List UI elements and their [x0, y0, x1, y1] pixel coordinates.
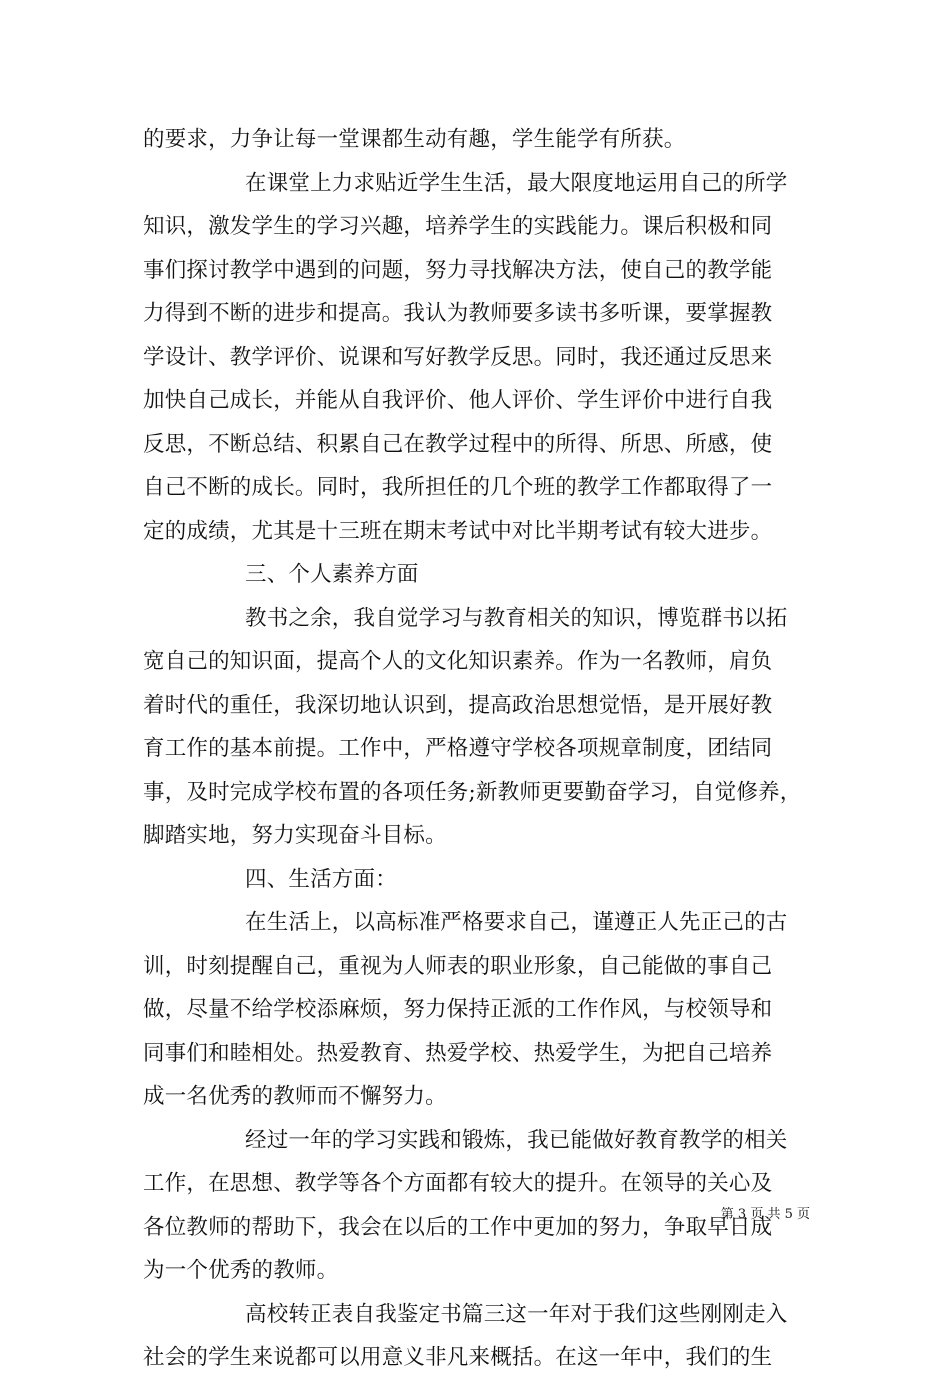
text-line: 自己不断的成长。同时，我所担任的几个班的教学工作都取得了一 [143, 475, 773, 500]
text-line: 宽自己的知识面，提高个人的文化知识素养。作为一名教师，肩负 [143, 649, 773, 674]
text-line: 的要求，力争让每一堂课都生动有趣，学生能学有所获。 [143, 127, 686, 152]
text-line: 社会的学生来说都可以用意义非凡来概括。在这一年中，我们的生 [143, 1345, 773, 1370]
text-line: 做，尽量不给学校添麻烦，努力保持正派的工作作风，与校领导和 [143, 997, 773, 1022]
text-line: 经过一年的学习实践和锻炼，我已能做好教育教学的相关 [245, 1127, 788, 1153]
text-line: 四、生活方面： [245, 866, 397, 892]
text-line: 加快自己成长，并能从自我评价、他人评价、学生评价中进行自我 [143, 388, 773, 413]
page-footer: 第 3 页 共 5 页 [720, 1207, 810, 1222]
text-line: 学设计、教学评价、说课和写好教学反思。同时，我还通过反思来 [143, 344, 773, 370]
text-line: 为一个优秀的教师。 [143, 1258, 339, 1283]
text-line: 三、个人素养方面 [245, 562, 419, 587]
text-line: 力得到不断的进步和提高。我认为教师要多读书多听课，要掌握教 [143, 301, 773, 326]
text-line: 在生活上，以高标准严格要求自己，谨遵正人先正己的古 [245, 910, 788, 935]
text-line: 工作，在思想、教学等各个方面都有较大的提升。在领导的关心及 [143, 1171, 773, 1196]
text-line: 定的成绩，尤其是十三班在期末考试中对比半期考试有较大进步。 [143, 518, 773, 544]
text-line: 同事们和睦相处。热爱教育、热爱学校、热爱学生，为把自己培养 [143, 1040, 773, 1066]
text-line: 高校转正表自我鉴定书篇三这一年对于我们这些刚刚走入 [245, 1301, 788, 1327]
text-line: 事，及时完成学校布置的各项任务;新教师更要勤奋学习，自觉修养， [143, 779, 802, 805]
text-line: 事们探讨教学中遇到的问题，努力寻找解决方法，使自己的教学能 [143, 257, 773, 283]
text-line: 育工作的基本前提。工作中，严格遵守学校各项规章制度，团结同 [143, 736, 773, 761]
text-line: 反思，不断总结、积累自己在教学过程中的所得、所思、所感，使 [143, 431, 773, 457]
text-line: 在课堂上力求贴近学生生活，最大限度地运用自己的所学 [245, 170, 788, 196]
text-line: 训，时刻提醒自己，重视为人师表的职业形象，自己能做的事自己 [143, 953, 773, 979]
text-line: 各位教师的帮助下，我会在以后的工作中更加的努力，争取早日成 [143, 1214, 773, 1240]
text-line: 知识，激发学生的学习兴趣，培养学生的实践能力。课后积极和同 [143, 214, 773, 239]
text-line: 教书之余，我自觉学习与教育相关的知识，博览群书以拓 [245, 605, 788, 631]
document-body [143, 118, 813, 1380]
text-line: 成一名优秀的教师而不懈努力。 [143, 1084, 447, 1109]
text-line: 脚踏实地，努力实现奋斗目标。 [143, 823, 447, 848]
text-line: 着时代的重任，我深切地认识到，提高政治思想觉悟，是开展好教 [143, 692, 773, 718]
